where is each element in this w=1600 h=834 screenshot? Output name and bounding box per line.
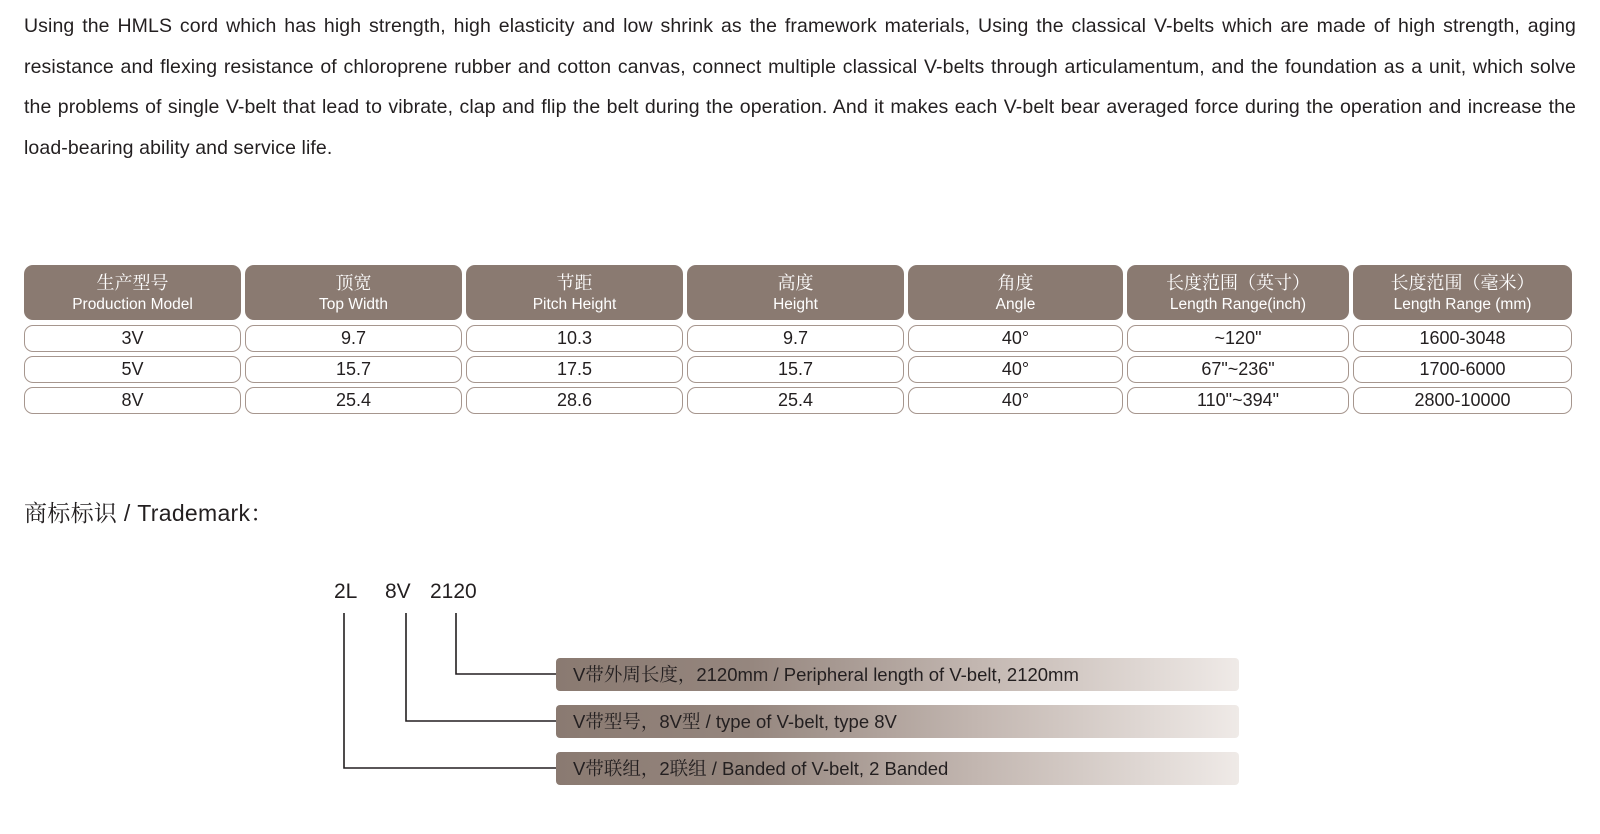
spec-header-en: Length Range (mm) — [1393, 296, 1532, 313]
table-cell: 40° — [908, 356, 1123, 383]
callout-belt-type: V带型号，8V型 / type of V-belt, type 8V — [556, 705, 1239, 738]
table-row — [24, 356, 1576, 387]
table-cell: 9.7 — [687, 325, 904, 352]
spec-header-cell — [1353, 265, 1572, 320]
table-cell: 110"~394" — [1127, 387, 1349, 414]
spec-header-cell — [245, 265, 462, 320]
spec-header-cn: 节距 — [556, 273, 593, 293]
spec-header-cn: 顶宽 — [335, 273, 372, 293]
table-cell: 15.7 — [687, 356, 904, 383]
table-row — [24, 387, 1576, 418]
table-cell: 10.3 — [466, 325, 683, 352]
table-cell: ~120" — [1127, 325, 1349, 352]
table-cell: 15.7 — [245, 356, 462, 383]
spec-header-en: Height — [773, 296, 818, 313]
table-cell: 40° — [908, 325, 1123, 352]
spec-header-en: Production Model — [72, 296, 193, 313]
spec-header-cn: 长度范围（英寸） — [1166, 273, 1310, 293]
code-part-banded: 2L — [334, 580, 358, 603]
callout-peripheral-length: V带外周长度，2120mm / Peripheral length of V-belt, 2120mm — [556, 658, 1239, 691]
trademark-heading: 商标标识 / Trademark： — [24, 500, 274, 526]
table-cell: 17.5 — [466, 356, 683, 383]
code-part-length: 2120 — [430, 580, 477, 603]
table-row — [24, 325, 1576, 356]
spec-header-cn: 高度 — [777, 273, 814, 293]
spec-header-cell — [24, 265, 241, 320]
spec-header-cn: 生产型号 — [96, 273, 169, 293]
table-cell: 8V — [24, 387, 241, 414]
trademark-diagram — [0, 560, 1600, 820]
table-cell: 2800-10000 — [1353, 387, 1572, 414]
spec-header-cn: 长度范围（毫米） — [1390, 273, 1535, 293]
table-cell: 1700-6000 — [1353, 356, 1572, 383]
spec-header-cn: 角度 — [997, 273, 1034, 293]
table-cell: 67"~236" — [1127, 356, 1349, 383]
callout-banded: V带联组，2联组 / Banded of V-belt, 2 Banded — [556, 752, 1239, 785]
table-cell: 25.4 — [245, 387, 462, 414]
code-part-type: 8V — [385, 580, 411, 603]
table-cell: 28.6 — [466, 387, 683, 414]
intro-paragraph: Using the HMLS cord which has high strength, high elasticity and low shrink as the framework materials, Using the classical V-belts which are made of high strength, aging resistance and flexing resistance of chloroprene rubber and cotton canvas, connect multiple classical V-belts through articulamentum, and the foundation as a unit, which solve the problems of single V-belt that lead to vibrate, clap and flip the belt during the operation. And it makes each V-belt bear averaged force during the operation and increase the load-bearing ability and service life. — [24, 15, 1576, 159]
spec-header-cell — [1127, 265, 1349, 320]
spec-header-en: Top Width — [319, 296, 388, 313]
table-cell: 40° — [908, 387, 1123, 414]
spec-table-header-row — [24, 265, 1576, 320]
spec-header-en: Length Range(inch) — [1169, 296, 1307, 313]
table-cell: 1600-3048 — [1353, 325, 1572, 352]
spec-header-en: Angle — [995, 296, 1036, 313]
spec-header-cell — [908, 265, 1123, 320]
table-cell: 3V — [24, 325, 241, 352]
spec-table — [24, 265, 1576, 418]
table-cell: 5V — [24, 356, 241, 383]
table-cell: 9.7 — [245, 325, 462, 352]
spec-header-cell — [687, 265, 904, 320]
spec-header-en: Pitch Height — [532, 296, 617, 313]
table-cell: 25.4 — [687, 387, 904, 414]
spec-header-cell — [466, 265, 683, 320]
